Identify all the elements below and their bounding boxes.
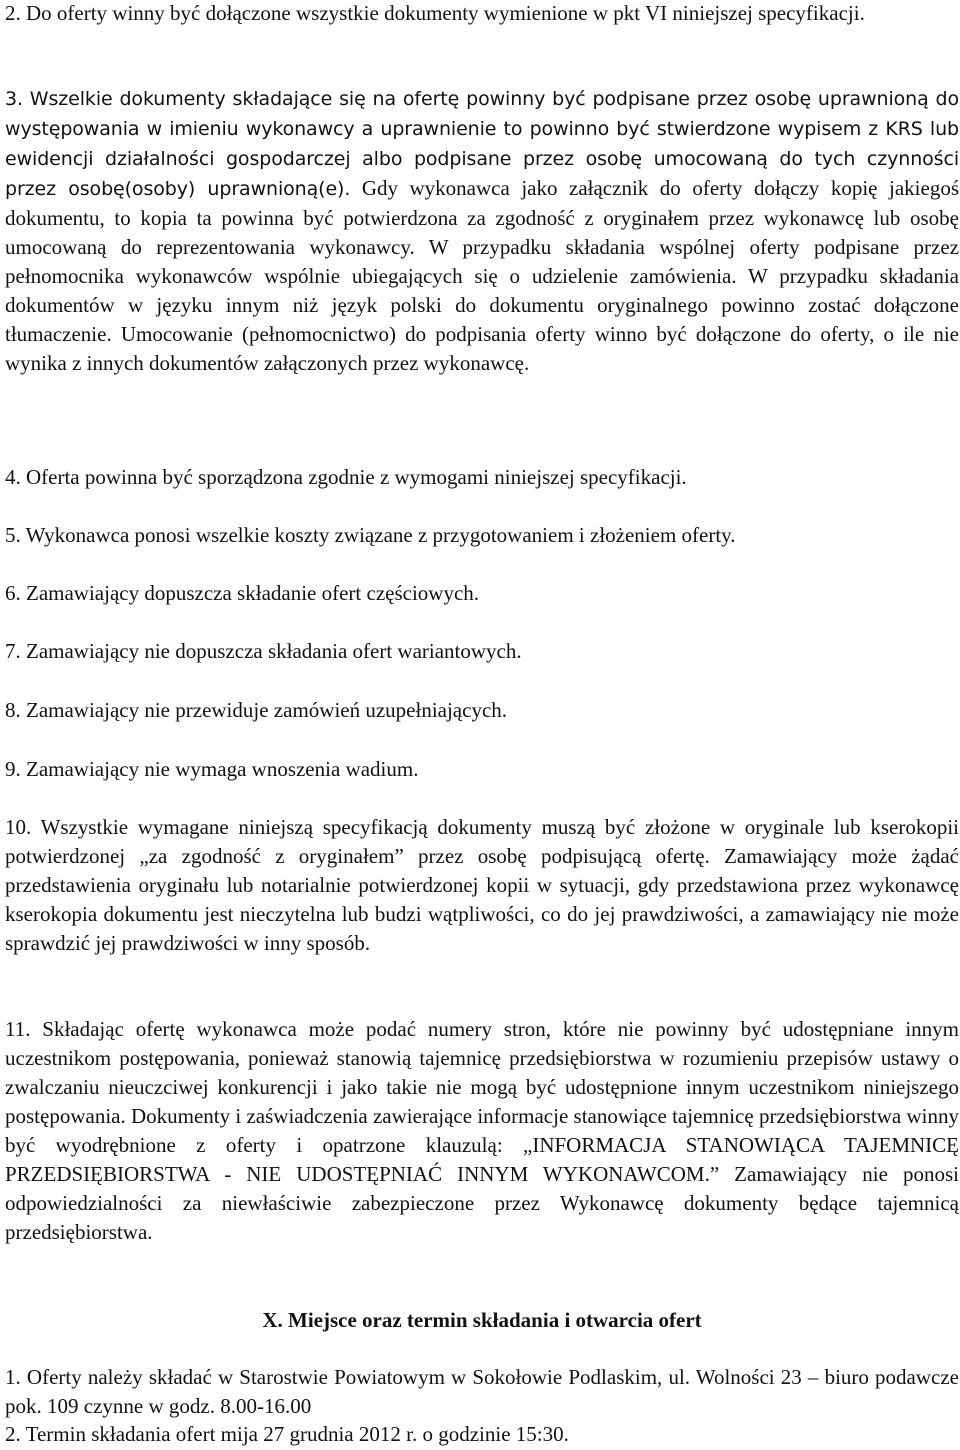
paragraph-4: 4. Oferta powinna być sporządzona zgodnie z wymogami niniejszej specyfikacji. bbox=[5, 465, 687, 489]
paragraph-6: 6. Zamawiający dopuszcza składanie ofert częściowych. bbox=[5, 581, 480, 605]
paragraph-7: 7. Zamawiający nie dopuszcza składania ofert wariantowych. bbox=[5, 639, 522, 663]
paragraph-9: 9. Zamawiający nie wymaga wnoszenia wadium. bbox=[5, 757, 419, 781]
section-x-heading: X. Miejsce oraz termin składania i otwarcia ofert bbox=[262, 1308, 702, 1332]
paragraph-3-sans-part: 3. Wszelkie dokumenty składające się na ofertę powinny być podpisane przez osobę uprawnioną do występowania w imieniu wykonawcy a uprawnienie to powinno być stwierdzone wypisem z KRS lub ewidencji działalności gospodarczej albo podpisane przez osobę umocowaną do tych czynności przez osobę(osoby) uprawnioną(e). bbox=[5, 88, 959, 200]
paragraph-3 bbox=[5, 84, 959, 378]
paragraph-11: 11. Składając ofertę wykonawca może podać numery stron, które nie powinny być udostępniane innym uczestnikom postępowania, ponieważ stanowią tajemnicę przedsiębiorstwa w rozumieniu przepisów ustawy o zwalczaniu nieuczciwej konkurencji i jako takie nie mogą być udostępnione innym uczestnikom niniejszego postępowania. Dokumenty i zaświadczenia zawierające informacje stanowiące tajemnicę przedsiębiorstwa winny być wyodrębnione z oferty i opatrzone klauzulą: „INFORMACJA STANOWIĄCA TAJEMNICĘ PRZEDSIĘBIORSTWA - NIE UDOSTĘPNIAĆ INNYM WYKONAWCOM.” Zamawiający nie ponosi odpowiedzialności za niewłaściwie zabezpieczone przez Wykonawcę dokumenty będące tajemnicą przedsiębiorstwa. bbox=[5, 1017, 959, 1244]
paragraph-5: 5. Wykonawca ponosi wszelkie koszty związane z przygotowaniem i złożeniem oferty. bbox=[5, 523, 736, 547]
section-x-item-2: 2. Termin składania ofert mija 27 grudnia 2012 r. o godzinie 15:30. bbox=[5, 1422, 569, 1446]
paragraph-8: 8. Zamawiający nie przewiduje zamówień uzupełniających. bbox=[5, 698, 508, 722]
paragraph-2: 2. Do oferty winny być dołączone wszystkie dokumenty wymienione w pkt VI niniejszej specyfikacji. bbox=[5, 1, 865, 25]
paragraph-3-serif-part: Gdy wykonawca jako załącznik do oferty dołączy kopię jakiegoś dokumentu, to kopia ta powinna być potwierdzona za zgodność z oryginałem przez wykonawcę lub osobę umocowaną do reprezentowania wykonawcy. W przypadku składania wspólnej oferty podpisane przez pełnomocnika wykonawców wspólnie ubiegających się o udzielenie zamówienia. W przypadku składania dokumentów w języku innym niż język polski do dokumentu oryginalnego powinno zostać dołączone tłumaczenie. Umocowanie (pełnomocnictwo) do podpisania oferty winno być dołączone do oferty, o ile nie wynika z innych dokumentów załączonych przez wykonawcę. bbox=[5, 176, 959, 375]
section-x-item-1: 1. Oferty należy składać w Starostwie Powiatowym w Sokołowie Podlaskim, ul. Wolności 23 – biuro podawcze pok. 109 czynne w godz. 8.00-16.00 bbox=[5, 1365, 959, 1418]
paragraph-10: 10. Wszystkie wymagane niniejszą specyfikacją dokumenty muszą być złożone w oryginale lub kserokopii potwierdzonej „za zgodność z oryginałem” przez osobę podpisującą ofertę. Zamawiający może żądać przedstawienia oryginału lub notarialnie potwierdzonej kopii w sytuacji, gdy przedstawiona przez wykonawcę kserokopia dokumentu jest nieczytelna lub budzi wątpliwości, co do jej prawdziwości, a zamawiający nie może sprawdzić jej prawdziwości w inny sposób. bbox=[5, 815, 959, 955]
